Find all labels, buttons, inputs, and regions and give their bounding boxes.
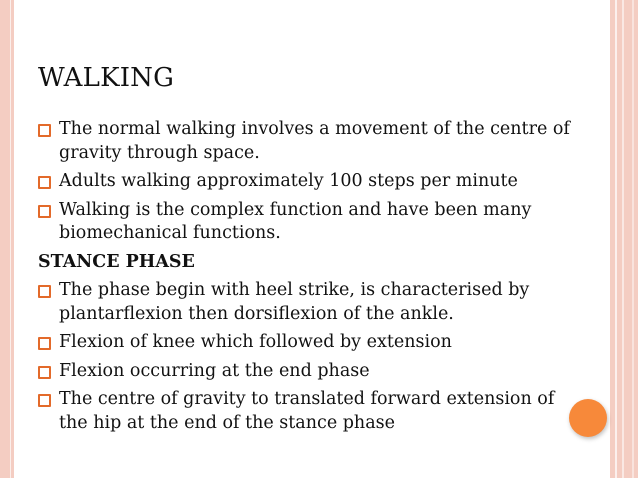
decorative-circle: [569, 399, 607, 437]
square-bullet-icon: [38, 176, 51, 189]
square-bullet-icon: [38, 285, 51, 298]
square-bullet-icon: [38, 124, 51, 137]
square-bullet-icon: [38, 205, 51, 218]
bullet-text: The phase begin with heel strike, is characterised by plantarflexion then dorsiflexion of the ankle.: [59, 280, 530, 324]
bullet-text: Flexion occurring at the end phase: [59, 360, 370, 381]
slide-title: WALKING: [38, 63, 175, 93]
bullet-item: [38, 199, 578, 246]
bullet-text: Walking is the complex function and have been many biomechanical functions.: [59, 199, 532, 243]
square-bullet-icon: [38, 394, 51, 407]
bullet-item: [38, 170, 578, 194]
left-decorative-border: [0, 0, 14, 478]
slide-content: [38, 118, 578, 440]
bullet-item: [38, 360, 578, 384]
border-stripe: [632, 0, 634, 478]
bullet-text: Adults walking approximately 100 steps per minute: [59, 171, 518, 191]
right-decorative-border: [610, 0, 638, 478]
border-stripe: [622, 0, 624, 478]
section-heading: STANCE PHASE: [38, 251, 195, 272]
bullet-item: [38, 331, 578, 355]
square-bullet-icon: [38, 337, 51, 350]
bullet-text: The normal walking involves a movement of the centre of gravity through space.: [59, 119, 570, 163]
bullet-text: The centre of gravity to translated forward extension of the hip at the end of the stance phase: [59, 389, 555, 433]
border-stripe: [615, 0, 617, 478]
bullet-item: [38, 388, 578, 435]
square-bullet-icon: [38, 366, 51, 379]
bullet-item: [38, 118, 578, 165]
bullet-item: [38, 279, 578, 326]
bullet-text: Flexion of knee which followed by extension: [59, 332, 452, 352]
